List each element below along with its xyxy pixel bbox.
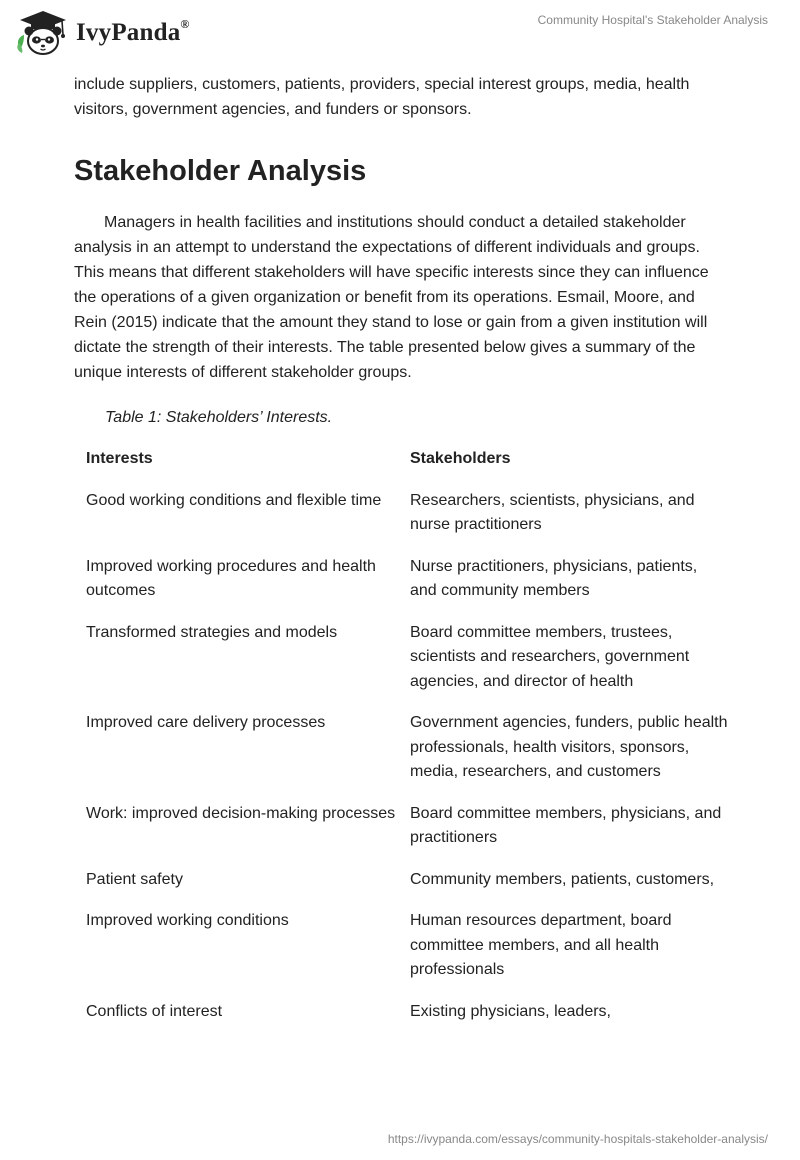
table-row [74,1000,728,1042]
ivypanda-logo[interactable] [14,9,190,57]
page-header [0,0,800,66]
interest-cell: Improved care delivery processes [86,714,326,731]
interest-cell: Good working conditions and flexible time [86,491,382,509]
interest-cell: Work: improved decision-making processes [86,804,396,822]
table-row [74,868,728,910]
source-url[interactable]: https://ivypanda.com/essays/community-hospitals-stakeholder-analysis/ [387,1132,768,1146]
stakeholder-cell: Existing physicians, leaders, [410,1002,611,1020]
table-row [74,802,728,868]
table-row [74,621,728,712]
stakeholder-cell: Board committee members, trustees, scientists and researchers, government agencies, and director of health [410,623,690,690]
stakeholder-cell: Board committee members, physicians, and practitioners [410,804,722,846]
interest-cell: Improved working conditions [86,912,289,929]
stakeholders-table [74,447,728,1041]
table-caption: Table 1: Stakeholders’ Interests. [105,409,333,426]
stakeholder-cell: Nurse practitioners, physicians, patients, and community members [410,557,698,599]
section-paragraph: Managers in health facilities and institutions should conduct a detailed stakeholder analysis in an attempt to understand the expectations of different individuals and groups. This means that different stakeholders will have specific interests since they can influence the operations of a given organization or benefit from its operations. Esmail, Moore, and Rein (2015) indicate that the amount they stand to lose or gain from a given institution will dictate the strength of their interests. The table presented below gives a summary of the unique interests of different stakeholder groups. [74,214,709,381]
column-header-stakeholders: Stakeholders [410,450,511,467]
column-header-interests: Interests [86,450,153,467]
stakeholder-cell: Government agencies, funders, public health professionals, health visitors, sponsors, media, researchers, and customers [410,714,728,780]
registered-mark: ® [180,17,190,31]
table-row [74,555,728,621]
interest-cell: Conflicts of interest [86,1002,223,1020]
panda-graduate-icon [14,9,72,57]
stakeholder-cell: Researchers, scientists, physicians, and nurse practitioners [410,491,695,533]
document-body [74,72,728,1041]
stakeholder-cell: Human resources department, board committee members, and all health professionals [410,912,672,978]
interest-cell: Improved working procedures and health outcomes [86,557,376,599]
stakeholder-cell: Community members, patients, customers, [410,870,715,888]
table-row [74,489,728,555]
table-row [74,909,728,1000]
intro-paragraph: include suppliers, customers, patients, providers, special interest groups, media, health visitors, government agencies, and funders or sponsors. [74,76,690,118]
section-heading: Stakeholder Analysis [74,155,367,187]
table-row [74,711,728,802]
interest-cell: Transformed strategies and models [86,623,338,641]
table-header-row [74,447,728,489]
brand-name: IvyPanda® [76,17,190,46]
document-title: Community Hospital's Stakeholder Analysis [537,13,768,27]
interest-cell: Patient safety [86,870,183,888]
